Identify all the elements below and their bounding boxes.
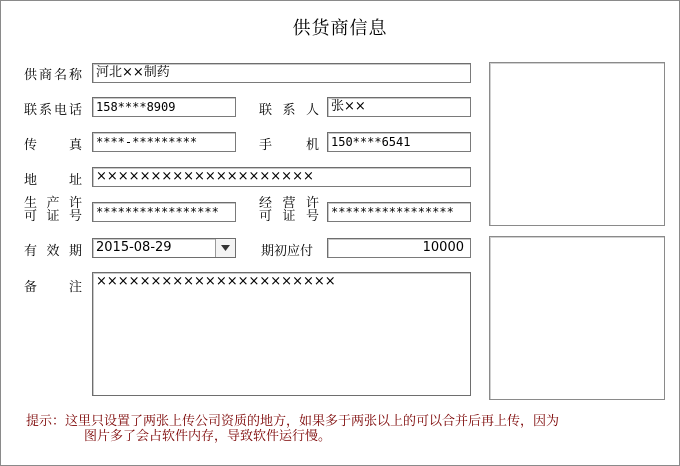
business-license-label: 经 营 许 可 证 号 (259, 196, 319, 224)
chevron-down-icon[interactable] (215, 239, 235, 257)
hint-line-2: 图片多了会占软件内存，导致软件运行慢。 (84, 429, 332, 444)
qualification-image-2[interactable] (489, 236, 665, 400)
validity-date-value: 2015-08-29 (96, 240, 172, 255)
qualification-image-1[interactable] (489, 62, 665, 226)
supplier-name-input[interactable]: 河北××制药 (92, 63, 471, 83)
fax-label: 传 真 (24, 138, 82, 153)
mobile-label: 手 机 (259, 138, 319, 153)
remarks-textarea[interactable]: ×××××××××××××××××××××× (92, 272, 471, 396)
hint-text (26, 414, 656, 444)
phone-label: 联 系 电 话 (24, 103, 82, 118)
remarks-label: 备 注 (24, 280, 82, 295)
hint-line-1: 提示：这里只设置了两张上传公司资质的地方，如果多于两张以上的可以合并后再上传，因为 (26, 414, 560, 429)
contact-input[interactable]: 张×× (327, 97, 471, 117)
validity-date-picker[interactable] (92, 238, 236, 258)
initial-payable-label: 期初应付 (261, 244, 314, 259)
initial-payable-input[interactable]: 10000 (327, 238, 471, 258)
business-license-input[interactable]: ***************** (327, 202, 471, 222)
mobile-input[interactable]: 150****6541 (327, 132, 471, 152)
fax-input[interactable]: ****-********* (92, 132, 236, 152)
production-license-label: 生 产 许 可 证 号 (24, 196, 82, 224)
phone-input[interactable]: 158****8909 (92, 97, 236, 117)
address-label: 地 址 (24, 173, 82, 188)
address-input[interactable]: ×××××××××××××××××××× (92, 167, 471, 187)
window-title: 供货商信息 (292, 18, 388, 39)
contact-label: 联 系 人 (259, 103, 319, 118)
production-license-input[interactable]: ***************** (92, 202, 236, 222)
validity-label: 有 效 期 (24, 244, 82, 259)
supplier-name-label: 供 商 名 称 (24, 68, 82, 83)
